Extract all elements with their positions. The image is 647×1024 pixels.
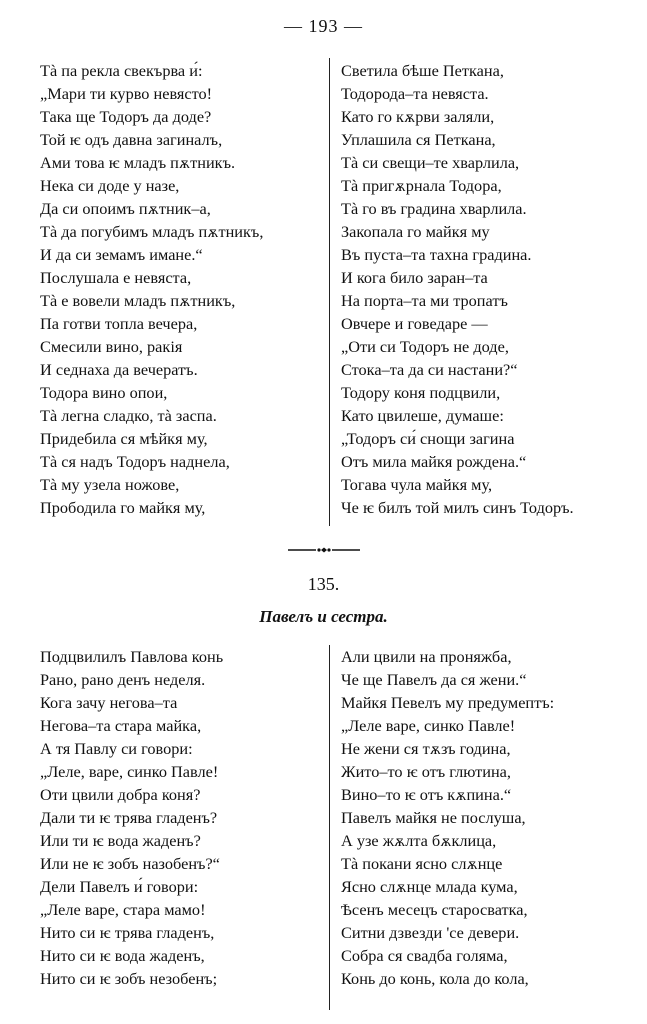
verse-line: Отъ мила майкя рождена.“: [341, 452, 527, 471]
verse-line: Ситни дзвезди 'се девери.: [341, 923, 520, 942]
verse-line: И седнаха да вечератъ.: [40, 360, 198, 379]
verse-line: Тà пригѫрнала Тодора,: [341, 176, 502, 195]
verse-line: И кога било заран–та: [341, 268, 488, 287]
verse-line: Да си опоимъ пѫтник–а,: [40, 199, 211, 218]
verse-line: Собра ся свадба голяма,: [341, 946, 508, 965]
verse-line: Или не ѥ зобъ назобенъ?“: [40, 854, 220, 873]
verse-line: Дали ти ѥ трява гладенъ?: [40, 808, 218, 827]
verse-line: Послушала е невяста,: [40, 268, 192, 287]
verse-line: И да си земамъ имане.“: [40, 245, 203, 264]
verse-line: Жито–то ѥ отъ глютина,: [341, 762, 511, 781]
verse-line: Закопала го майкя му: [341, 222, 490, 241]
verse-line: Тà му узела ножове,: [40, 475, 180, 494]
verse-line: „Леле варе, стара мамо!: [40, 900, 206, 919]
verse-line: Павелъ майкя не послуша,: [341, 808, 526, 827]
verse-line: Овчере и говедаре —: [341, 314, 488, 333]
fleuron-divider-icon: [288, 547, 360, 553]
song-number: 135.: [307, 574, 340, 594]
verse-line: Че ѥ билъ той милъ синъ Тодоръ.: [341, 498, 574, 517]
verse-line: Па готви топла вечера,: [40, 314, 198, 333]
verse-line: Нека си доде у назе,: [40, 176, 180, 195]
verse-line: Ясно слѫнце млада кума,: [341, 877, 518, 896]
column-divider-top: [329, 58, 330, 526]
verse-line: Тà е вовели младъ пѫтникъ,: [40, 291, 236, 310]
verse-line: Той ѥ одъ давна загиналъ,: [40, 130, 223, 149]
verse-line: Тодору коня подцвили,: [341, 383, 501, 402]
verse-line: Смесили вино, ракія: [40, 337, 183, 356]
verse-line: На порта–та ми тропатъ: [341, 291, 508, 310]
verse-line: Вино–то ѥ отъ кѫпина.“: [341, 785, 512, 804]
previous-song-left-column: [40, 59, 263, 519]
verse-line: Така ще Тодоръ да доде?: [40, 107, 212, 126]
verse-line: „Леле варе, синко Павле!: [341, 716, 516, 735]
verse-line: Тà ся надъ Тодоръ наднела,: [40, 452, 230, 471]
verse-line: Рано, рано денъ неделя.: [40, 670, 206, 689]
verse-line: Тодорода–та невяста.: [341, 84, 489, 103]
verse-line: Нито си ѥ трява гладенъ,: [40, 923, 215, 942]
verse-line: „Тодоръ си́ снощи загина: [341, 429, 515, 448]
verse-line: Тогава чула майкя му,: [341, 475, 493, 494]
verse-line: Ѣсенъ месецъ старосватка,: [341, 900, 528, 919]
verse-line: Тà си свещи–те хварлила,: [341, 153, 520, 172]
verse-line: Светила бѣше Петкана,: [341, 61, 504, 80]
verse-line: Или ти ѥ вода жаденъ?: [40, 831, 201, 850]
verse-line: Оти цвили добра коня?: [40, 785, 201, 804]
verse-line: Али цвили на проняжба,: [341, 647, 512, 666]
verse-line: „Леле, варе, синко Павле!: [40, 762, 219, 781]
song-left-column: [40, 645, 223, 990]
verse-line: Тà покани ясно слѫнце: [341, 854, 503, 873]
verse-line: Не жени ся тѫзъ година,: [341, 739, 511, 758]
verse-line: Тà легна сладко, тà заспа.: [40, 406, 217, 425]
verse-line: Тодора вино опои,: [40, 383, 168, 402]
verse-line: Подцвилилъ Павлова конь: [40, 647, 224, 666]
verse-line: А узе жѫлта бѫклица,: [341, 831, 497, 850]
verse-line: Прободила го майкя му,: [40, 498, 206, 517]
page-number-header: — 193 —: [284, 16, 363, 36]
verse-line: Стока–та да си настани?“: [341, 360, 518, 379]
song-title: Павелъ и сестра.: [259, 607, 388, 626]
verse-line: Тà го въ градина хварлила.: [341, 199, 527, 218]
previous-song-right-column: [341, 59, 574, 519]
verse-line: Конь до конь, кола до кола,: [341, 969, 529, 988]
verse-line: Като цвилеше, думаше:: [341, 406, 504, 425]
column-divider-bottom: [329, 645, 330, 1010]
verse-line: Че ще Павелъ да ся жени.“: [341, 670, 527, 689]
song-right-column: [341, 645, 554, 990]
verse-line: Майкя Певелъ му предумептъ:: [341, 693, 555, 712]
verse-line: „Оти си Тодоръ не доде,: [341, 337, 509, 356]
verse-line: Въ пуста–та тахна градина.: [341, 245, 532, 264]
verse-line: Ами това ѥ младъ пѫтникъ.: [40, 153, 236, 172]
verse-line: Кога зачу негова–та: [40, 693, 178, 712]
verse-line: Негова–та стара майка,: [40, 716, 202, 735]
verse-line: Уплашила ся Петкана,: [341, 130, 496, 149]
verse-line: Тà па рекла свекърва и́:: [40, 61, 203, 80]
verse-line: Като го кѫрви заляли,: [341, 107, 495, 126]
verse-line: „Мари ти курво невясто!: [40, 84, 213, 103]
verse-line: Нито си ѥ вода жаденъ,: [40, 946, 205, 965]
verse-line: Придебила ся мѣйкя му,: [40, 429, 208, 448]
verse-line: Нито си ѥ зобъ незобенъ;: [40, 969, 218, 988]
verse-line: Дели Павелъ и́ говори:: [40, 877, 199, 896]
verse-line: Тà да погубимъ младъ пѫтникъ,: [40, 222, 264, 241]
verse-line: А тя Павлу си говори:: [40, 739, 193, 758]
